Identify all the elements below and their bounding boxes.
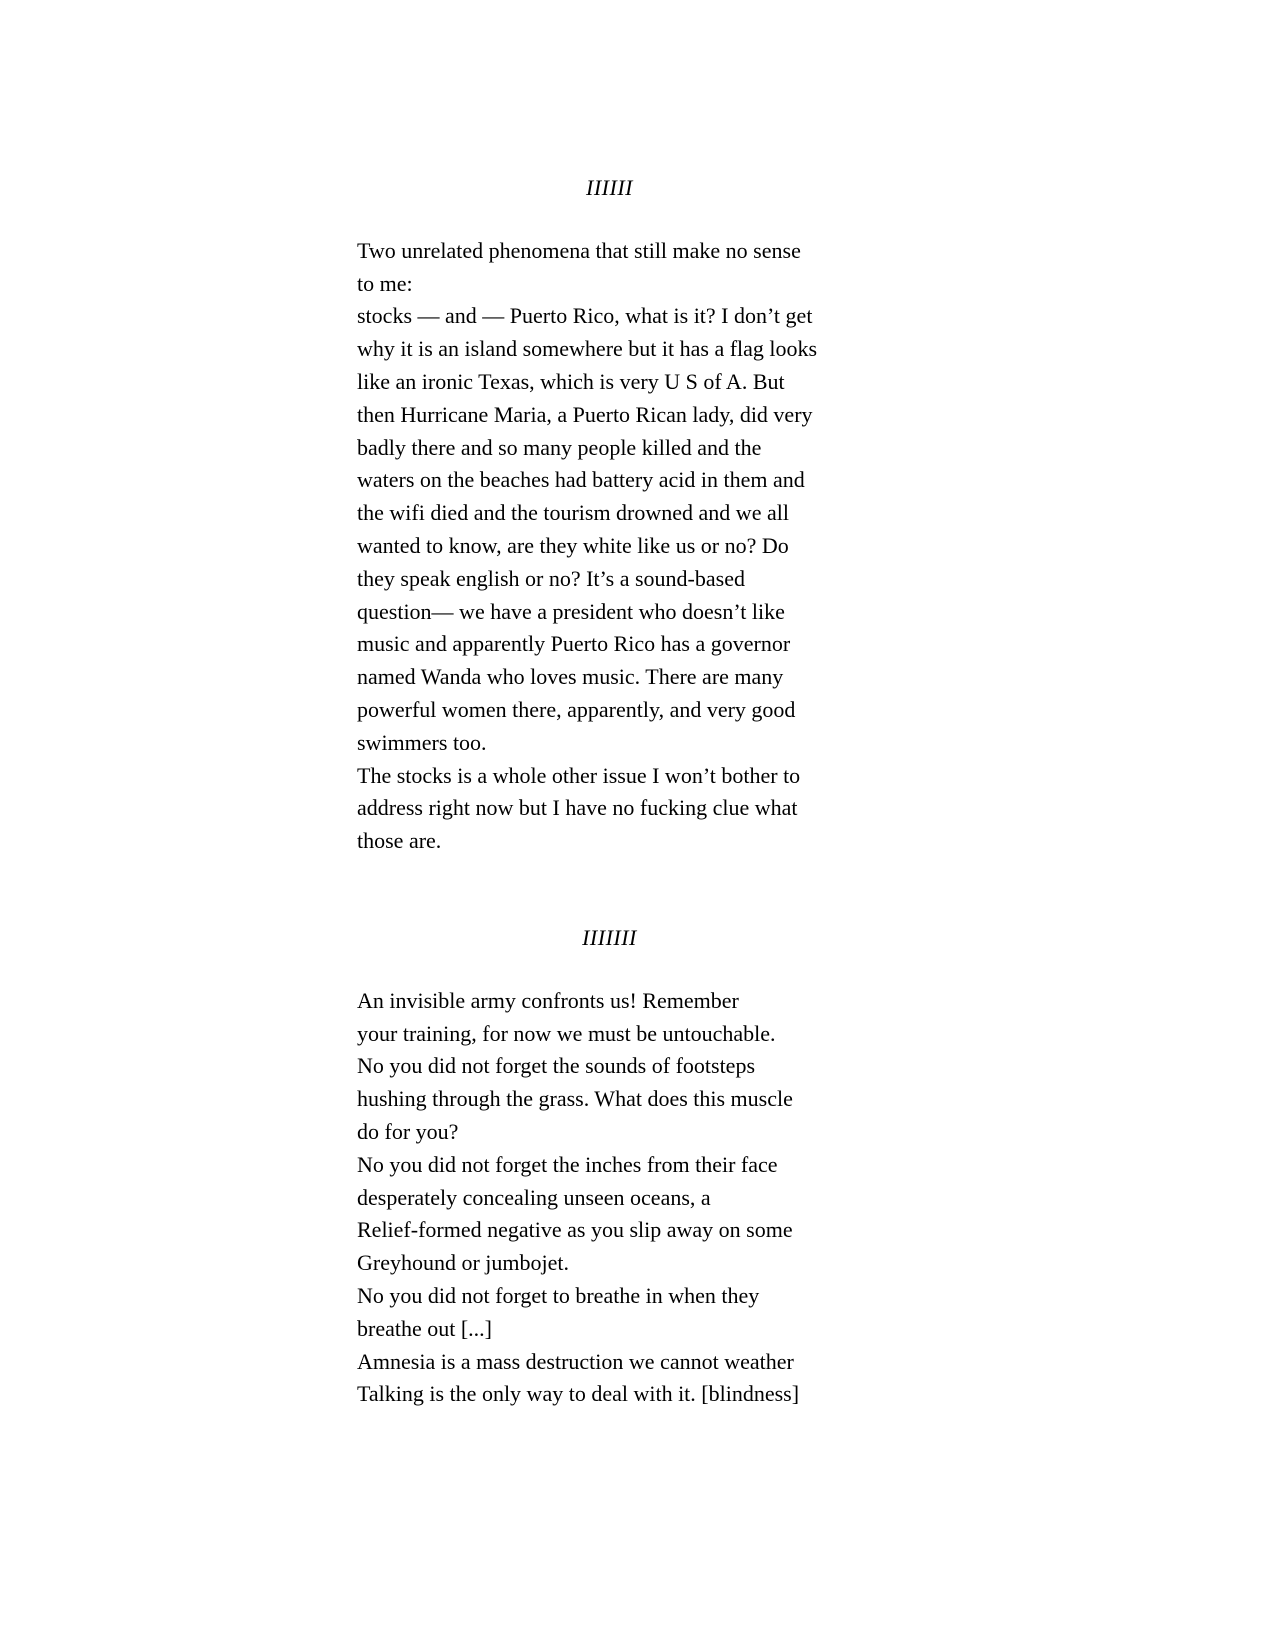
text-line: named Wanda who loves music. There are many (357, 664, 784, 690)
text-line: badly there and so many people killed and the (357, 434, 762, 460)
text-line: No you did not forget to breathe in when they (357, 1282, 760, 1308)
text-line: swimmers too. (357, 729, 487, 755)
text-line: wanted to know, are they white like us or no? Do (357, 532, 789, 558)
text-line: Greyhound or jumbojet. (357, 1250, 570, 1276)
text-line: address right now but I have no fucking clue what (357, 795, 798, 821)
text-line: desperately concealing unseen oceans, a (357, 1184, 711, 1210)
text-line: Relief-formed negative as you slip away on some (357, 1217, 793, 1243)
text-column (357, 172, 862, 1411)
text-line: breathe out [...] (357, 1315, 492, 1341)
text-line: hushing through the grass. What does this muscle (357, 1086, 793, 1112)
text-line: they speak english or no? It’s a sound-based (357, 565, 745, 591)
text-line: the wifi died and the tourism drowned and we all (357, 500, 789, 526)
text-line: like an ironic Texas, which is very U S of A. But (357, 368, 785, 394)
text-line: do for you? (357, 1118, 459, 1144)
text-line: music and apparently Puerto Rico has a governor (357, 631, 791, 657)
poem-section (357, 922, 862, 1411)
text-line: then Hurricane Maria, a Puerto Rican lady, did very (357, 401, 813, 427)
text-line: stocks — and — Puerto Rico, what is it? I don’t get (357, 303, 813, 329)
text-line: waters on the beaches had battery acid in them and (357, 467, 805, 493)
text-line: question— we have a president who doesn’t like (357, 598, 785, 624)
section-header: IIIIIII (582, 924, 637, 950)
text-line: The stocks is a whole other issue I won’t bother to (357, 762, 801, 788)
text-line: An invisible army confronts us! Remember (357, 987, 739, 1013)
text-line: No you did not forget the sounds of footsteps (357, 1053, 756, 1079)
text-line: to me: (357, 270, 413, 296)
text-line: why it is an island somewhere but it has a flag looks (357, 336, 818, 362)
section-header: IIIIII (586, 175, 633, 200)
text-line: No you did not forget the inches from their face (357, 1151, 778, 1177)
stanza (357, 235, 862, 858)
text-line: Two unrelated phenomena that still make no sense (357, 237, 801, 263)
stanza (357, 985, 862, 1411)
text-line: Talking is the only way to deal with it. [blindness] (357, 1381, 800, 1407)
text-line: powerful women there, apparently, and very good (357, 696, 796, 722)
text-line: those are. (357, 828, 442, 854)
poem-section (357, 172, 862, 858)
text-line: Amnesia is a mass destruction we cannot weather (357, 1348, 794, 1374)
text-line: your training, for now we must be untouchable. (357, 1020, 776, 1046)
